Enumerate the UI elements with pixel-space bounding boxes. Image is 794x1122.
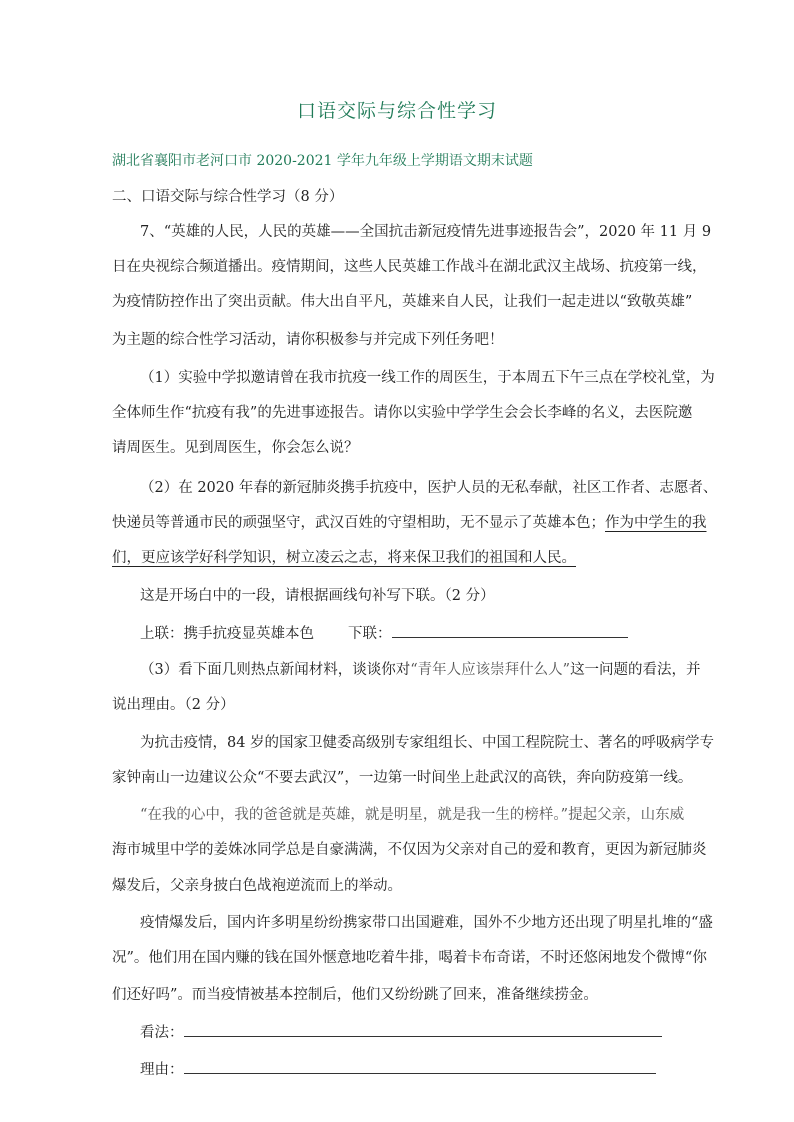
question-3-line: 说出理由。（2 分）	[112, 697, 235, 713]
question-1-line: 请周医生。见到周医生，你会怎么说？	[112, 440, 359, 456]
reason-answer-blank[interactable]	[184, 1059, 656, 1074]
question-2-instruction: 这是开场白中的一段，请根据画线句补写下联。（2 分）	[140, 588, 495, 604]
lower-couplet-answer-blank[interactable]	[392, 623, 628, 638]
intro-line: 为疫情防控作出了突出贡献。伟大出自平凡，英雄来自人民，让我们一起走进以“致敬英雄”	[112, 294, 693, 310]
intro-line: 7、“英雄的人民，人民的英雄——全国抗击新冠疫情先进事迹报告会”，2020 年 11 月 9	[140, 224, 712, 240]
news-2-line: 海市城里中学的姜姝冰同学总是自豪满满，不仅因为父亲对自己的爱和教育，更因为新冠肺炎	[112, 842, 707, 858]
question-3-text: 这一问题的看法，并	[570, 662, 701, 678]
intro-line: 日在央视综合频道播出。疫情期间，这些人民英雄工作战斗在湖北武汉主战场、抗疫第一线，	[112, 259, 707, 275]
news-3-line: 疫情爆发后，国内许多明星纷纷携家带口出国避难，国外不少地方还出现了明星扎堆的“盛	[140, 915, 713, 931]
question-3-text: （3）看下面几则热点新闻材料，谈谈你对	[140, 662, 411, 678]
intro-line: 为主题的综合性学习活动，请你积极参与并完成下列任务吧！	[112, 332, 504, 348]
news-3-line: 们还好吗”。而当疫情被基本控制后，他们又纷纷跳了回来，准备继续捞金。	[112, 987, 598, 1003]
question-1-line: 全体师生作“抗疫有我”的先进事迹报告。请你以实验中学学生会会长李峰的名义，去医院邀	[112, 405, 693, 421]
upper-couplet: 上联：携手抗疫显英雄本色	[140, 626, 314, 642]
view-label: 看法：	[140, 1025, 184, 1041]
document-title: 口语交际与综合性学习	[296, 100, 497, 122]
underlined-sentence: 作为中学生的我	[605, 515, 707, 531]
question-1-line: （1）实验中学拟邀请曾在我市抗疫一线工作的周医生，于本周五下午三点在学校礼堂，为	[140, 370, 715, 386]
question-3-quote: “青年人应该崇拜什么人”	[410, 662, 571, 678]
reason-row	[140, 1059, 656, 1080]
question-2-line	[112, 513, 707, 533]
question-2-line: （2）在 2020 年春的新冠肺炎携手抗疫中，医护人员的无私奉献，社区工作者、志愿者、	[140, 480, 718, 496]
question-3-line	[140, 660, 701, 680]
news-2-line: 爆发后，父亲身披白色战袍逆流而上的举动。	[112, 878, 402, 894]
couplet-row	[140, 623, 628, 644]
view-row	[140, 1022, 662, 1043]
question-2-line	[112, 548, 576, 568]
question-2-text: 快递员等普通市民的顽强坚守，武汉百姓的守望相助，无不显示了英雄本色；	[112, 515, 605, 531]
news-1-line: 为抗击疫情，84 岁的国家卫健委高级别专家组组长、中国工程院院士、著名的呼吸病学专	[140, 735, 715, 751]
reason-label: 理由：	[140, 1062, 184, 1078]
news-2-line: “在我的心中，我的爸爸就是英雄，就是明星，就是我一生的榜样。”提起父亲，山东威	[140, 807, 685, 823]
news-3-line: 况”。他们用在国内赚的钱在国外惬意地吃着牛排，喝着卡布奇诺，不时还悠闲地发个微博“你	[112, 950, 707, 966]
source-line: 湖北省襄阳市老河口市 2020-2021 学年九年级上学期语文期末试题	[112, 153, 533, 169]
section-heading: 二、口语交际与综合性学习（8 分）	[112, 189, 344, 205]
view-answer-blank[interactable]	[184, 1022, 662, 1037]
lower-couplet-label: 下联：	[348, 626, 392, 642]
news-1-line: 家钟南山一边建议公众“不要去武汉”，一边第一时间坐上赴武汉的高铁，奔向防疫第一线。	[112, 770, 693, 786]
underlined-sentence: 们，更应该学好科学知识，树立凌云之志，将来保卫我们的祖国和人民。	[112, 550, 576, 566]
